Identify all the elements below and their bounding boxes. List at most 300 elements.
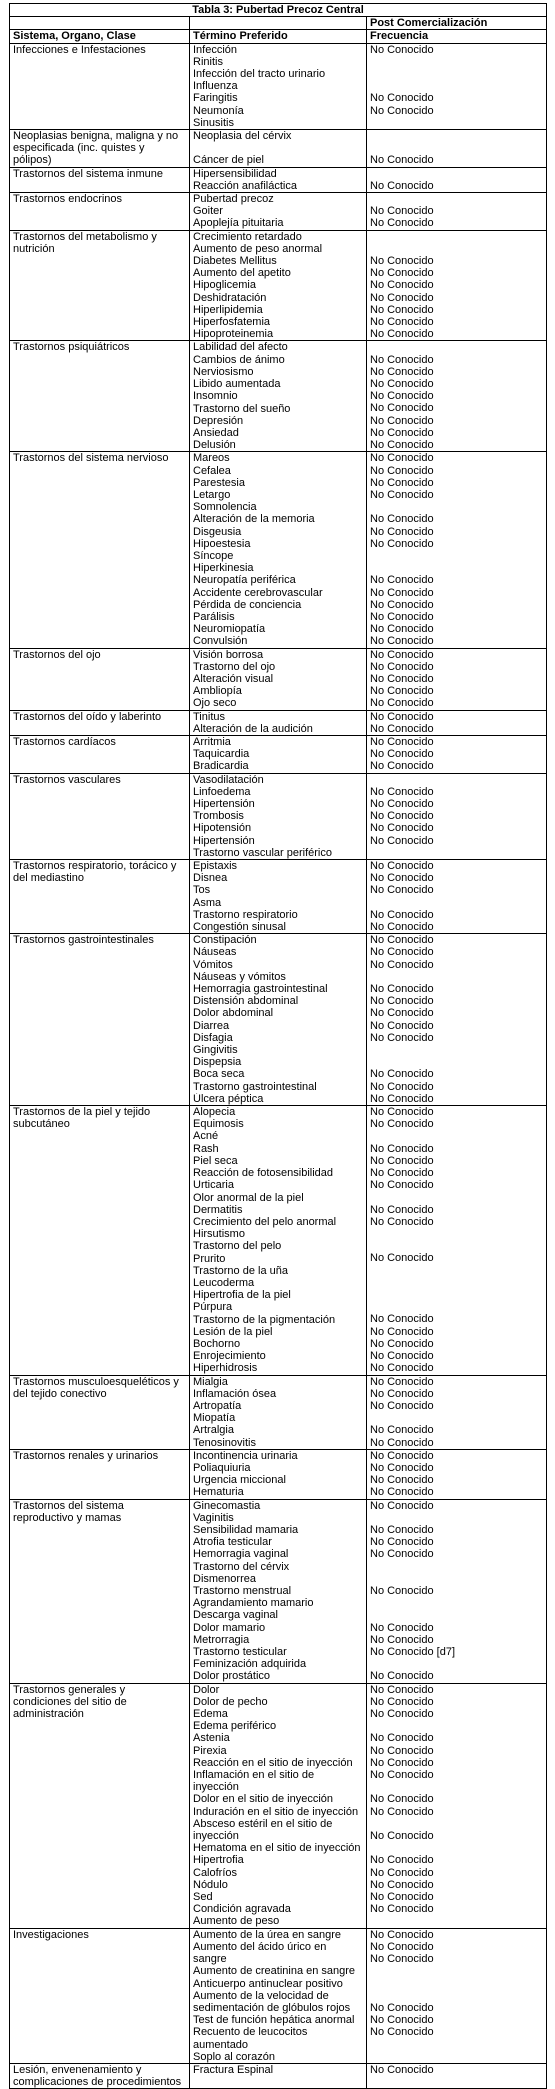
frequency-value: No Conocido [370, 1092, 434, 1105]
preferred-term: Trastorno testicular [193, 1646, 287, 1659]
preferred-term: Recuento de leucocitos [193, 2026, 308, 2039]
table-row [10, 2063, 547, 2088]
preferred-term: Hipoestesia [193, 537, 251, 550]
preferred-term: Náuseas y vómitos [193, 970, 286, 983]
preferred-term: Labilidad del afecto [193, 341, 288, 354]
system-organ-class-cell: Trastornos gastrointestinales [10, 934, 190, 1106]
frequency-cell [367, 341, 547, 452]
preferred-term: Rash [193, 1142, 219, 1155]
frequency-value: No Conocido [370, 513, 434, 526]
system-organ-class-cell: Trastornos del sistema reproductivo y mamas [10, 1499, 190, 1683]
preferred-term: Dolor de pecho [193, 1695, 268, 1708]
table-header-row [10, 30, 547, 43]
frequency-value: No Conocido [370, 1461, 434, 1474]
preferred-term: inyección [193, 1830, 239, 1843]
preferred-term: Vaginitis [193, 1511, 234, 1524]
frequency-value: No Conocido [370, 1106, 434, 1119]
preferred-term: Hiperfosfatemia [193, 316, 271, 329]
preferred-term: Náuseas [193, 946, 237, 959]
frequency-value: No Conocido [370, 205, 434, 218]
frequency-value [370, 68, 543, 80]
preferred-term: Pérdida de conciencia [193, 598, 302, 611]
frequency-value: No Conocido [370, 760, 434, 773]
preferred-term: Hipertrofia [193, 1854, 244, 1867]
preferred-term: Trombosis [193, 810, 244, 823]
preferred-term: Acné [193, 1130, 219, 1143]
frequency-value [370, 1658, 543, 1670]
preferred-term: Alteración de la audición [193, 722, 313, 735]
frequency-value [370, 774, 543, 786]
preferred-term: Hipertrofia de la piel [193, 1289, 291, 1302]
frequency-value: No Conocido [370, 822, 434, 835]
preferred-term: Disnea [193, 872, 228, 885]
preferred-term: Alteración de la memoria [193, 513, 315, 526]
frequency-value: No Conocido [370, 1118, 434, 1131]
preferred-term: Somnolencia [193, 501, 257, 514]
frequency-value: No Conocido [370, 1633, 434, 1646]
preferred-term: Neuropatía periférica [193, 574, 296, 587]
frequency-cell [367, 934, 547, 1106]
table-row [10, 341, 547, 452]
preferred-term: Cáncer de piel [193, 154, 264, 167]
preferred-term: Leucoderma [193, 1276, 255, 1289]
preferred-term: Hipertensión [193, 834, 255, 847]
table-body [10, 43, 547, 2089]
system-organ-class-cell: Trastornos respiratorio, torácico y del mediastino [10, 860, 190, 934]
frequency-value [370, 1818, 543, 1830]
system-organ-class-cell: Lesión, envenenamiento y complicaciones de procedimientos [10, 2063, 190, 2088]
frequency-value [370, 1191, 543, 1203]
frequency-value: No Conocido [370, 1215, 434, 1228]
frequency-value: No Conocido [370, 1940, 434, 1953]
frequency-value: No Conocido [370, 476, 434, 489]
header-system-organ-class: Sistema, Organo, Clase [10, 30, 190, 43]
frequency-value: No Conocido [370, 1536, 434, 1549]
frequency-value: No Conocido [370, 710, 434, 723]
frequency-value: No Conocido [370, 439, 434, 452]
frequency-value: No Conocido [370, 1080, 434, 1093]
frequency-value [370, 1597, 543, 1609]
frequency-value [370, 2038, 543, 2050]
preferred-term: Dolor mamario [193, 1621, 266, 1634]
frequency-cell [367, 1106, 547, 1375]
preferred-terms-cell [190, 1683, 367, 1928]
frequency-value: No Conocido [370, 785, 434, 798]
preferred-term: Edema periférico [193, 1720, 277, 1733]
preferred-term: Miopatía [193, 1412, 236, 1425]
table-row [10, 1375, 547, 1449]
system-organ-class-cell: Trastornos endocrinos [10, 193, 190, 231]
frequency-value: No Conocido [370, 1387, 434, 1400]
frequency-value: No Conocido [370, 697, 434, 710]
frequency-value: No Conocido [370, 1683, 434, 1696]
frequency-value: No Conocido [370, 92, 434, 105]
frequency-value: No Conocido [370, 884, 434, 897]
frequency-value: No Conocido [370, 1203, 434, 1216]
frequency-value [370, 56, 543, 68]
table-row [10, 1928, 547, 2063]
preferred-term: Delusión [193, 439, 236, 452]
frequency-value: No Conocido [370, 995, 434, 1008]
preferred-term: Dispepsia [193, 1056, 242, 1069]
table-row [10, 1449, 547, 1499]
frequency-value: No Conocido [370, 1805, 434, 1818]
system-organ-class-cell: Trastornos del oído y laberinto [10, 710, 190, 735]
frequency-value: No Conocido [370, 1031, 434, 1044]
preferred-terms-cell [190, 43, 367, 129]
preferred-term: Bochorno [193, 1337, 241, 1350]
frequency-cell [367, 1449, 547, 1499]
preferred-term [193, 2076, 363, 2088]
frequency-value: No Conocido [370, 1474, 434, 1487]
system-organ-class-cell: Trastornos generales y condiciones del sitio de administración [10, 1683, 190, 1928]
preferred-term: Soplo al corazón [193, 2050, 275, 2063]
preferred-term: Ambliopía [193, 685, 242, 698]
frequency-value: No Conocido [370, 934, 434, 947]
frequency-value: No Conocido [370, 464, 434, 477]
preferred-term: Rinitis [193, 55, 223, 68]
frequency-value: No Conocido [370, 1313, 434, 1326]
preferred-term: Feminización adquirida [193, 1658, 307, 1671]
preferred-terms-cell [190, 1106, 367, 1375]
frequency-value: No Conocido [370, 1424, 434, 1437]
preferred-terms-cell [190, 2063, 367, 2088]
preferred-terms-cell [190, 773, 367, 859]
frequency-value: No Conocido [370, 255, 434, 268]
preferred-term: Cambios de ánimo [193, 353, 285, 366]
table-row [10, 648, 547, 710]
frequency-value: No Conocido [370, 1350, 434, 1363]
frequency-value: No Conocido [370, 267, 434, 280]
frequency-value: No Conocido [370, 1337, 434, 1350]
preferred-term: Calofríos [193, 1866, 238, 1879]
system-organ-class-cell: Trastornos cardíacos [10, 735, 190, 773]
frequency-value: No Conocido [370, 1744, 434, 1757]
frequency-value: No Conocido [370, 1007, 434, 1020]
preferred-term: Trastorno menstrual [193, 1585, 292, 1597]
frequency-value: No Conocido [370, 1903, 434, 1916]
table-title: Tabla 3: Pubertad Precoz Central [10, 4, 547, 17]
frequency-value: No Conocido [370, 623, 434, 636]
frequency-cell [367, 1499, 547, 1683]
frequency-value [370, 1277, 543, 1289]
frequency-value: No Conocido [370, 1523, 434, 1536]
preferred-terms-cell [190, 130, 367, 168]
table-row [10, 1499, 547, 1683]
preferred-term: Pubertad precoz [193, 193, 274, 206]
frequency-value: No Conocido [370, 2014, 434, 2027]
frequency-value: No Conocido [370, 1019, 434, 1032]
preferred-term: Hiperhidrosis [193, 1362, 258, 1375]
frequency-value: No Conocido [370, 672, 434, 685]
frequency-value [370, 168, 543, 180]
preferred-terms-cell [190, 934, 367, 1106]
frequency-value [370, 231, 543, 243]
preferred-terms-cell [190, 1928, 367, 2063]
preferred-term: Dismenorrea [193, 1572, 256, 1585]
frequency-value [370, 1720, 543, 1732]
frequency-value [370, 847, 543, 859]
preferred-term: Alopecia [193, 1106, 236, 1119]
frequency-value: No Conocido [370, 2026, 434, 2039]
preferred-term: Descarga vaginal [193, 1609, 278, 1622]
frequency-value: No Conocido [370, 1548, 434, 1561]
frequency-value [370, 341, 543, 353]
preferred-term: Hematuria [193, 1486, 244, 1499]
preferred-term: Fractura Espinal [193, 2063, 274, 2076]
system-organ-class-cell: Neoplasias benigna, maligna y no especificada (inc. quistes y pólipos) [10, 130, 190, 168]
frequency-cell [367, 860, 547, 934]
frequency-value: No Conocido [370, 378, 434, 391]
frequency-value [370, 501, 543, 513]
system-organ-class-cell: Trastornos del metabolismo y nutrición [10, 230, 190, 341]
preferred-term: Trastorno del sueño [193, 402, 291, 415]
frequency-value: No Conocido [370, 402, 434, 415]
frequency-value [370, 971, 543, 983]
preferred-term: Dolor en el sitio de inyección [193, 1793, 334, 1806]
frequency-value: No Conocido [370, 365, 434, 378]
preferred-term: Accidente cerebrovascular [193, 586, 323, 599]
preferred-term: Aumento de peso anormal [193, 242, 323, 255]
frequency-value: No Conocido [370, 316, 434, 329]
table-row [10, 193, 547, 231]
frequency-value [370, 80, 543, 92]
frequency-value: No Conocido [370, 1854, 434, 1867]
frequency-value: No Conocido [370, 1252, 434, 1265]
frequency-value: No Conocido [370, 1325, 434, 1338]
preferred-term: Trastorno vascular periférico [193, 846, 332, 859]
preferred-term: Trastorno gastrointestinal [193, 1080, 317, 1093]
preferred-term: Hemorragia vaginal [193, 1548, 289, 1561]
frequency-value [370, 130, 543, 142]
frequency-value: No Conocido [370, 1486, 434, 1499]
preferred-term: Mialgia [193, 1375, 228, 1388]
preferred-term: Equimosis [193, 1118, 244, 1131]
preferred-term: Hipersensibilidad [193, 167, 277, 180]
preferred-term: Enrojecimiento [193, 1350, 266, 1363]
frequency-value: No Conocido [370, 610, 434, 623]
preferred-term: Sinusitis [193, 116, 234, 129]
system-organ-class-cell: Trastornos musculoesqueléticos y del tejido conectivo [10, 1375, 190, 1449]
preferred-term: Síncope [193, 549, 234, 562]
preferred-term: Trastorno del pelo [193, 1240, 282, 1253]
preferred-term: Apoplejía pituitaria [193, 217, 284, 230]
preferred-term: Olor anormal de la piel [193, 1191, 304, 1204]
preferred-term: Inflamación en el sitio de [193, 1769, 315, 1782]
frequency-value: No Conocido [370, 1928, 434, 1941]
preferred-term: Parestesia [193, 476, 245, 489]
frequency-value [370, 1965, 543, 1977]
preferred-term: Inflamación ósea [193, 1387, 277, 1400]
frequency-value: No Conocido [370, 735, 434, 748]
preferred-term: Epistaxis [193, 860, 238, 873]
preferred-term: Nódulo [193, 1878, 228, 1891]
preferred-term: Constipación [193, 934, 257, 947]
table-row [10, 1106, 547, 1375]
frequency-value: No Conocido [370, 598, 434, 611]
header-spacer-col2 [190, 17, 367, 30]
preferred-term: Trastorno del ojo [193, 660, 276, 673]
frequency-value [370, 1977, 543, 1989]
frequency-cell [367, 43, 547, 129]
frequency-value [370, 1573, 543, 1585]
preferred-term: Bradicardia [193, 760, 249, 773]
preferred-terms-cell [190, 230, 367, 341]
preferred-term: Crecimiento del pelo anormal [193, 1215, 337, 1228]
frequency-value: No Conocido [370, 1621, 434, 1634]
table-row [10, 773, 547, 859]
preferred-term: Congestión sinusal [193, 921, 286, 934]
frequency-cell [367, 2063, 547, 2088]
preferred-term: Diarrea [193, 1019, 230, 1032]
preferred-term: Tos [193, 884, 211, 897]
preferred-term: Condición agravada [193, 1903, 291, 1916]
frequency-value: No Conocido [370, 860, 434, 873]
frequency-value: No Conocido [370, 179, 434, 192]
preferred-term: aumentado [193, 2038, 249, 2051]
preferred-term: sedimentación de glóbulos rojos [193, 2001, 351, 2014]
frequency-value: No Conocido [370, 983, 434, 996]
preferred-term: Trastorno respiratorio [193, 908, 298, 921]
frequency-value: No Conocido [370, 154, 434, 167]
system-organ-class-cell: Investigaciones [10, 1928, 190, 2063]
frequency-value: No Conocido [370, 648, 434, 661]
frequency-value: No Conocido [370, 586, 434, 599]
preferred-term: Dermatitis [193, 1203, 243, 1216]
preferred-term: Diabetes Mellitus [193, 255, 277, 268]
table-row [10, 934, 547, 1106]
preferred-term: Úlcera péptica [193, 1092, 264, 1105]
frequency-cell [367, 167, 547, 192]
preferred-term: Urticaria [193, 1179, 234, 1192]
preferred-term: Tenosinovitis [193, 1436, 256, 1449]
frequency-value: No Conocido [370, 834, 434, 847]
frequency-value: No Conocido [d7] [370, 1645, 455, 1658]
frequency-value: No Conocido [370, 1708, 434, 1721]
frequency-value: No Conocido [370, 958, 434, 971]
frequency-value: No Conocido [370, 1584, 434, 1597]
preferred-term: Reacción en el sitio de inyección [193, 1756, 353, 1769]
frequency-value: No Conocido [370, 1953, 434, 1966]
preferred-term: Infección del tracto urinario [193, 68, 326, 81]
system-organ-class-cell: Trastornos del sistema inmune [10, 167, 190, 192]
frequency-value: No Conocido [370, 1179, 434, 1192]
system-organ-class-cell: Trastornos del sistema nervioso [10, 452, 190, 648]
preferred-term: Púrpura [193, 1301, 233, 1314]
frequency-value [370, 1781, 543, 1793]
preferred-terms-cell [190, 167, 367, 192]
preferred-term: Tinitus [193, 710, 225, 723]
preferred-term: Hemorragia gastrointestinal [193, 983, 328, 996]
preferred-term: Crecimiento retardado [193, 230, 302, 243]
preferred-terms-cell [190, 452, 367, 648]
preferred-term: Asma [193, 896, 222, 909]
preferred-term: Arritmia [193, 735, 231, 748]
frequency-value: No Conocido [370, 414, 434, 427]
frequency-value: No Conocido [370, 291, 434, 304]
frequency-value: No Conocido [370, 1732, 434, 1745]
preferred-term: Artropatía [193, 1399, 242, 1412]
preferred-term: Hipertensión [193, 798, 255, 810]
preferred-term: Anticuerpo antinuclear positivo [193, 1977, 343, 1990]
frequency-value: No Conocido [370, 43, 434, 56]
preferred-term: Aumento de creatinina en sangre [193, 1965, 356, 1978]
frequency-value [370, 1056, 543, 1068]
frequency-value [370, 1561, 543, 1573]
preferred-term: Hiperkinesia [193, 562, 254, 575]
preferred-term: Influenza [193, 80, 238, 93]
preferred-term: Alteración visual [193, 672, 274, 685]
preferred-term: Infección [193, 43, 238, 56]
preferred-term: Depresión [193, 414, 244, 427]
frequency-value: No Conocido [370, 390, 434, 403]
frequency-value: No Conocido [370, 1167, 434, 1180]
frequency-value: No Conocido [370, 1793, 434, 1806]
frequency-value [370, 243, 543, 255]
frequency-cell [367, 193, 547, 231]
preferred-term: Aumento de peso [193, 1915, 280, 1928]
table-row [10, 1683, 547, 1928]
frequency-value: No Conocido [370, 810, 434, 823]
system-organ-class-cell: Trastornos renales y urinarios [10, 1449, 190, 1499]
frequency-value: No Conocido [370, 1756, 434, 1769]
frequency-value [370, 1265, 543, 1277]
preferred-term: Ojo seco [193, 697, 237, 710]
preferred-terms-cell [190, 341, 367, 452]
system-organ-class-cell: Trastornos del ojo [10, 648, 190, 710]
frequency-value [370, 1130, 543, 1142]
preferred-term: Disfagia [193, 1031, 233, 1044]
frequency-value [370, 193, 543, 205]
header-post-marketing: Post Comercialización [367, 17, 547, 30]
frequency-value [370, 2076, 543, 2088]
preferred-term: Neumonía [193, 104, 244, 117]
preferred-term: Goiter [193, 205, 223, 218]
frequency-value [370, 117, 543, 129]
preferred-terms-cell [190, 193, 367, 231]
preferred-term: Taquicardia [193, 748, 250, 761]
preferred-term: Dolor [193, 1683, 220, 1696]
frequency-value [370, 1228, 543, 1240]
preferred-term: Libido aumentada [193, 378, 281, 391]
frequency-value [370, 1412, 543, 1424]
frequency-value [370, 1915, 543, 1927]
frequency-cell [367, 648, 547, 710]
preferred-term: Astenia [193, 1732, 230, 1745]
preferred-terms-cell [190, 648, 367, 710]
frequency-value [370, 142, 543, 154]
preferred-term: Artralgia [193, 1424, 234, 1437]
preferred-term: Poliaquiuria [193, 1461, 251, 1474]
table-row [10, 452, 547, 648]
preferred-term: Distensión abdominal [193, 995, 299, 1008]
preferred-term: Hipotensión [193, 822, 252, 835]
frequency-value: No Conocido [370, 353, 434, 366]
frequency-value: No Conocido [370, 1769, 434, 1782]
frequency-value: No Conocido [370, 685, 434, 698]
frequency-value: No Conocido [370, 908, 434, 921]
preferred-term: Pirexia [193, 1744, 227, 1757]
preferred-term: Hirsutismo [193, 1228, 245, 1241]
preferred-term: Aumento del apetito [193, 267, 291, 280]
preferred-term: Edema [193, 1708, 228, 1721]
frequency-value: No Conocido [370, 525, 434, 538]
frequency-value [370, 1289, 543, 1301]
preferred-term: Dolor abdominal [193, 1007, 274, 1020]
preferred-term: Induración en el sitio de inyección [193, 1805, 359, 1818]
frequency-value: No Conocido [370, 328, 434, 341]
preferred-term: Absceso estéril en el sitio de [193, 1817, 333, 1830]
